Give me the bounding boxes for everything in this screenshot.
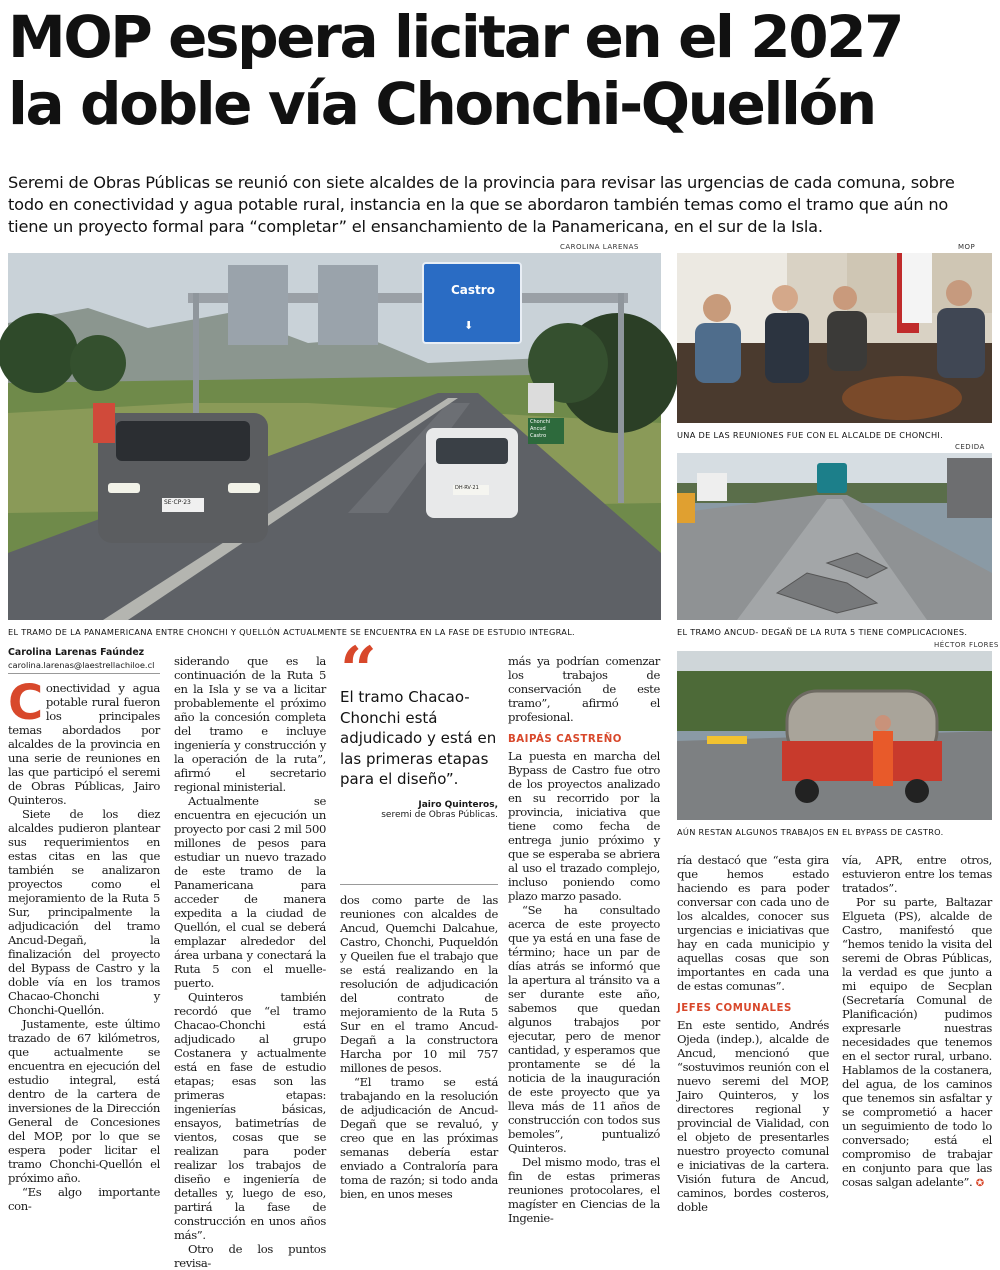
paragraph: siderando que es la continuación de la Ruta 5 en la Isla y se va a licitar probablemente el próximo año la concesión completa del tramo e incluye ingeniería y construcción y la operación de la ruta”, afirmó el secretario regional ministerial. [174,654,326,794]
meeting-photo-caption: UNA DE LAS REUNIONES FUE CON EL ALCALDE DE CHONCHI. [677,430,944,440]
headline [8,4,992,138]
paragraph: vía, APR, entre otros, estuvieron entre los temas tratados”. [842,853,992,895]
author-email[interactable]: carolina.larenas@laestrellachiloe.cl [8,660,160,674]
distance-sign-line: Castro [530,433,547,439]
paragraph: más ya podrían comenzar los trabajos de conservación de este tramo”, afirmó el profesional. [508,654,660,724]
drop-cap: C [8,675,43,731]
subhead-baipas: BAIPÁS CASTREÑO [508,734,622,745]
paragraph: Justamente, este último trazado de 67 kilómetros, que actualmente se encuentra en ejecución del estudio integral, está dentro de la cartera de inversiones de la Dirección General de Concesiones del MOP, por lo que se espera poder licitar el tramo Chonchi-Quellón el próximo año. [8,1017,160,1185]
paragraph: “El tramo se está trabajando en la resolución de adjudicación de Ancud-Degañ que se revaluó, y creo que en las próximas semanas debería estar enviado a Contraloría para toma de razón; si todo anda bien, en unos meses [340,1075,498,1201]
deck-summary: Seremi de Obras Públicas se reunió con siete alcaldes de la provincia para revisar las urgencias de cada comuna, sobre todo en conectividad y agua potable rural, instancia en la que se abordaron también temas como el tramo que aún no tiene un proyecto formal para “completar” el ensanchamiento de la Panamericana, en el sur de la Isla. [8,173,955,236]
body-column-5 [677,853,829,1214]
distance-sign-line: Ancud [530,426,546,432]
author-name: Carolina Larenas Faúndez [8,647,145,658]
road-photo [677,453,992,620]
road-photo-credit: CEDIDA [955,443,985,451]
meeting-photo [677,253,992,423]
paragraph: ría destacó que “esta gira que hemos estado haciendo es para poder conversar con cada uno de los alcaldes, conocer sus urgencias e iniciativas que hay en cada municipio y aquellas cosas que son importantes en cada una de estas comunas”. [677,853,829,993]
truck-photo [677,651,992,820]
pull-quote [340,633,498,820]
highway-illustration [8,253,661,620]
paragraph: Actualmente se encuentra en ejecución un proyecto por casi 2 mil 500 millones de pesos para estudiar un nuevo trazado de este tramo de la Panamericana para acceder de manera expedita a la ciudad de Quellón, el cual se deberá emplazar alrededor del área urbana y conectará la Ruta 5 con el muelle-puerto. [174,794,326,990]
distance-sign-line: Chonchi [530,419,551,425]
paragraph: En este sentido, Andrés Ojeda (indep.), alcalde de Ancud, mencionó que “sostuvimos reunión con el nuevo seremi del MOP, Jairo Quinteros, y los directores regional y provincial de Vialidad, con el objeto de presentarles nuestro proyecto comunal e iniciativas de la cartera. Visión futura de Ancud, caminos, bordes costeros, doble [677,1018,829,1214]
truck-photo-caption: AÚN RESTAN ALGUNOS TRABAJOS EN EL BYPASS DE CASTRO. [677,827,944,837]
body-column-1 [8,675,160,1213]
quote-text: El tramo Chacao-Chonchi está adjudicado y está en las primeras etapas para el diseño”. [340,688,497,788]
paragraph: “Es algo importante con- [8,1185,160,1213]
quote-author-role: seremi de Obras Públicas. [381,809,498,820]
headline-line-1: MOP espera licitar en el 2027 [8,3,903,71]
road-photo-caption: EL TRAMO ANCUD- DEGAÑ DE LA RUTA 5 TIENE COMPLICACIONES. [677,627,968,637]
quote-author [340,800,498,820]
paragraph: Del mismo modo, tras el fin de estas primeras reuniones protocolares, el magíster en Ciencias de la Ingenie- [508,1155,660,1225]
quote-mark-icon: “ [340,633,377,708]
end-mark-icon: ✪ [975,1178,984,1189]
paragraph: dos como parte de las reuniones con alcaldes de Ancud, Quemchi Dalcahue, Castro, Chonchi, Puqueldón y Queilen fue el trabajo que se está realizando en la resolución de adjudicación del contrato de mejoramiento de la Ruta 5 Sur en el tramo Ancud-Degañ a la constructora Harcha por 10 mil 757 millones de pesos. [340,893,498,1075]
license-plate-left: SE·CP·23 [164,499,191,506]
meeting-photo-credit: MOP [958,243,976,251]
paragraph: Siete de los diez alcaldes pudieron plantear sus requerimientos en estas citas en las que también se analizaron proyectos como el mejoramiento de la Ruta 5 Sur, principalmente la adjudicación del tramo Ancud-Degañ, la finalización del proyecto del Bypass de Castro y la doble vía en los tramos Chacao-Chonchi y Chonchi-Quellón. [8,807,160,1017]
paragraph: Conectividad y agua potable rural fueron los principales temas abordados por alcaldes de la provincia en una serie de reuniones en las que participó el seremi de Obras Públicas, Jairo Quinteros. [8,675,160,807]
body-column-6 [842,853,992,1209]
headline-line-2: la doble vía Chonchi-Quellón [8,70,875,138]
truck-photo-credit: HÉCTOR FLORES [934,641,999,649]
paragraph: Por su parte, Baltazar Elgueta (PS), alcalde de Castro, manifestó que “hemos tenido la visita del seremi de Obras Públicas, la verdad es que junto a mi equipo de Secplan (Secretaría Comunal de Planificación) pudimos expresarle nuestras necesidades que tenemos en el sector rural, urbano. Hablamos de la costanera, del agua, de los caminos que tenemos sin asfaltar y se comprometió a hacer un seguimiento de todo lo conversado; está el compromiso de trabajar en conjunto para que las cosas salgan adelante”. ✪ [842,895,992,1189]
paragraph: Quinteros también recordó que “el tramo Chacao-Chonchi está adjudicado al grupo Costanera y actualmente está en fase de estudio etapas; esas son las primeras etapas: ingenierías básicas, ensayos, batimetrías de vientos, cosas que se realizan para poder realizar los trabajos de diseño e ingeniería de detalles y, luego de eso, partirá la fase de construcción en unos años más”. [174,990,326,1242]
distance-sign [530,419,550,440]
main-photo [8,253,661,620]
road-sign-text: Castro [451,283,495,297]
byline [8,647,160,674]
body-column-3 [340,893,498,1209]
main-photo-credit: CAROLINA LARENAS [560,243,639,251]
paragraph: “Se ha consultado acerca de este proyecto que ya está en una fase de término; hace un par de días atrás se informó que la apertura al tránsito va a ser durante este año, sabemos que quedan algunos trabajos por ejecutar, pero de menor cantidad, y esperamos que prontamente se dé la noticia de la inauguración de este proyecto que ya lleva más de 11 años de construcción con todos sus bemoles”, puntualizó Quinteros. [508,903,660,1155]
license-plate-right: DH·RV·21 [455,485,479,491]
paragraph: La puesta en marcha del Bypass de Castro fue otro de los proyectos analizado en su recorrido por la provincia, iniciativa que tiene como fecha de entrega junio próximo y que se esperaba se abriera al uso el trazado complejo, incluso poniendo como plazo marzo pasado. [508,749,660,903]
road-sign-arrow-icon: ⬇ [464,319,474,332]
paragraph: Otro de los puntos revisa- [174,1242,326,1270]
main-photo-caption: EL TRAMO DE LA PANAMERICANA ENTRE CHONCHI Y QUELLÓN ACTUALMENTE SE ENCUENTRA EN LA FASE DE ESTUDIO INTEGRAL. [8,627,575,637]
body-column-2 [174,654,326,1270]
subhead-jefes: JEFES COMUNALES [677,1003,792,1014]
quote-author-name: Jairo Quinteros, [418,799,498,810]
body-column-4 [508,654,660,1225]
quote-divider [340,884,498,885]
